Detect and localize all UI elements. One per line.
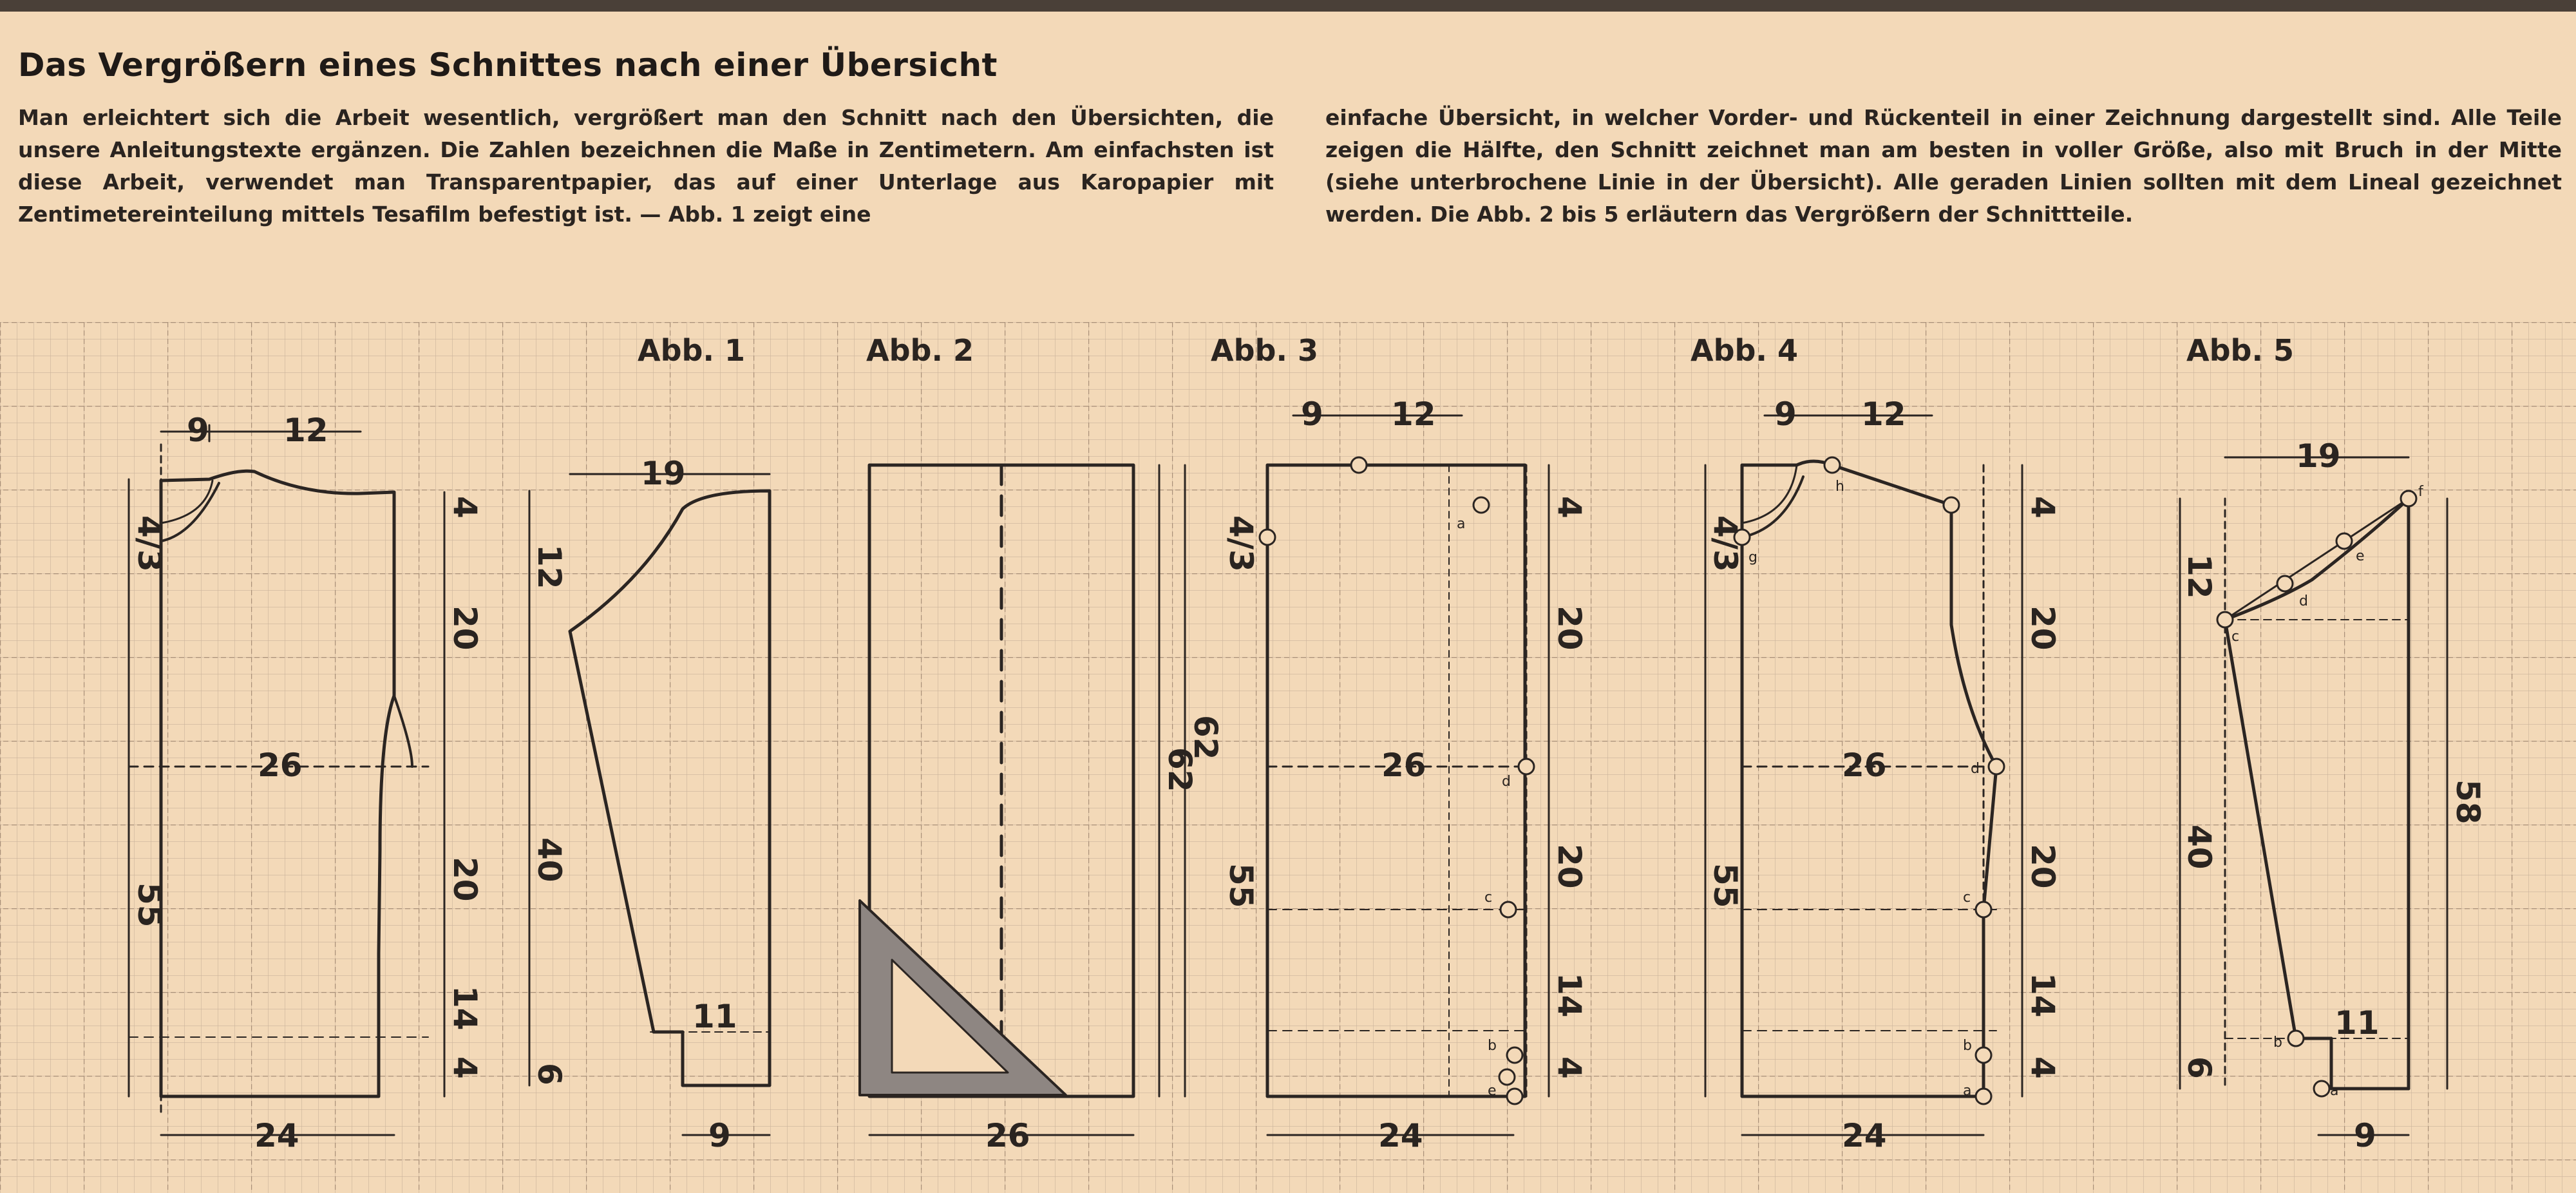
abb4-dim-neck: 4/3 [1707, 515, 1744, 572]
abb3-dim-24: 24 [1378, 1117, 1423, 1154]
abb4-point-c: c [1963, 890, 1971, 906]
abb4-point-h: h [1835, 479, 1844, 495]
abb1-dim-55: 55 [131, 883, 168, 928]
abb3-point-a: a [1457, 516, 1466, 532]
abb4-dim-20-bottom: 20 [2024, 844, 2061, 889]
abb4-point-a: a [1963, 1083, 1972, 1099]
abb1-sleeve-dim-9: 9 [708, 1117, 731, 1154]
abb3-dim-4-bottom: 4 [1551, 1056, 1588, 1079]
abb2-dim-26: 26 [985, 1117, 1030, 1154]
abb1-dim-neck: 4/3 [131, 515, 168, 572]
top-rule [0, 0, 2576, 12]
pattern-figure [0, 322, 2576, 1193]
abb1-label: Abb. 1 [638, 333, 745, 368]
abb3-dim-12: 12 [1391, 396, 1436, 433]
abb3-label: Abb. 3 [1211, 333, 1318, 368]
article-column-left: Man erleichtert sich die Arbeit wesentlich, vergrößert man den Schnitt nach den Übersichten, die unsere Anleitungstexte ergänzen. Die Zahlen bezeichnen die Maße in Zentimetern. Am einfachsten ist diese Arbeit, verwendet man Transparentpapier, das auf einer Unterlage aus Karopapier mit Zentimetereinteilung mittels Tesafilm befestigt ist. — Abb. 1 zeigt eine [18, 105, 1274, 227]
article-column-right: einfache Übersicht, in welcher Vorder- und Rückenteil in einer Zeichnung dargestellt sind. Alle Teile zeigen die Hälfte, den Schnitt zeichnet man am besten in voller Größe, also mit Bruch in der Mitte (siehe unterbrochene Linie in der Übersicht). Alle geraden Linien sollten mit dem Lineal gezeichnet werden. Die Abb. 2 bis 5 erläutern das Vergrößern der Schnittteile. [1325, 105, 2562, 227]
abb4-dim-12: 12 [1861, 396, 1906, 433]
abb4-point-g: g [1748, 549, 1757, 566]
abb1-dim-4-top: 4 [446, 496, 484, 519]
abb4-dim-20-top: 20 [2024, 606, 2061, 651]
abb1-dim-20-bottom: 20 [446, 857, 484, 902]
abb5-dim-11: 11 [2334, 1004, 2380, 1042]
abb3-dim-14: 14 [1551, 973, 1588, 1018]
abb5-point-a: a [2330, 1083, 2339, 1099]
abb3-dim-55: 55 [1222, 863, 1260, 908]
abb4-label: Abb. 4 [1690, 333, 1798, 368]
abb3-dim-20-top: 20 [1551, 606, 1588, 651]
abb5-point-e: e [2356, 548, 2365, 564]
abb5-dim-12: 12 [2181, 554, 2218, 599]
abb4-dim-14: 14 [2024, 973, 2061, 1018]
abb5-point-b: b [2273, 1035, 2282, 1051]
abb3-point-b: b [1488, 1038, 1497, 1054]
abb4-point-b: b [1963, 1038, 1972, 1054]
abb5-dim-6: 6 [2181, 1056, 2218, 1079]
abb3-dim-9: 9 [1301, 396, 1323, 433]
abb1-sleeve-dim-40: 40 [531, 837, 568, 883]
abb3-point-d: d [1502, 774, 1511, 790]
abb1-dim-20-top: 20 [446, 606, 484, 651]
abb5-point-c: c [2231, 629, 2240, 645]
abb3-dim-20-bottom: 20 [1551, 844, 1588, 889]
abb5-dim-40: 40 [2181, 825, 2218, 870]
abb4-dim-4-bottom: 4 [2024, 1056, 2061, 1079]
abb4-point-d: d [1971, 761, 1980, 777]
abb5-dim-19: 19 [2296, 437, 2341, 475]
abb1-dim-4-bottom: 4 [446, 1056, 484, 1079]
abb5-dim-9: 9 [2354, 1117, 2376, 1154]
abb1-dim-12: 12 [283, 412, 328, 449]
abb2-label: Abb. 2 [866, 333, 974, 368]
abb3-dim-62: 62 [1187, 715, 1224, 760]
abb1-dim-9: 9 [187, 412, 209, 449]
abb4-dim-26: 26 [1842, 747, 1887, 784]
abb4-dim-55: 55 [1707, 863, 1744, 908]
abb5-point-d: d [2299, 593, 2308, 609]
abb3-dim-4-top: 4 [1551, 496, 1588, 519]
abb1-dim-14: 14 [446, 986, 484, 1031]
pattern-diagram [0, 322, 2576, 1193]
abb1-sleeve-dim-19: 19 [641, 455, 686, 492]
abb3-dim-26: 26 [1381, 747, 1426, 784]
abb3-point-c: c [1484, 890, 1493, 906]
abb5-dim-58: 58 [2449, 779, 2486, 825]
abb1-sleeve-dim-11: 11 [692, 998, 737, 1035]
abb2-dim-62: 62 [1161, 747, 1198, 792]
abb3-dim-neck: 4/3 [1222, 515, 1260, 572]
abb4-dim-4-top: 4 [2024, 496, 2061, 519]
abb1-sleeve-dim-12: 12 [531, 544, 568, 589]
abb3-point-e: e [1488, 1083, 1497, 1099]
abb5-label: Abb. 5 [2186, 333, 2294, 368]
abb5-point-f: f [2418, 484, 2423, 500]
abb1-dim-24: 24 [254, 1117, 299, 1154]
abb4-dim-9: 9 [1774, 396, 1797, 433]
article-title: Das Vergrößern eines Schnittes nach einer Übersicht [18, 46, 998, 84]
abb1-dim-26: 26 [258, 747, 303, 784]
abb1-sleeve-dim-6: 6 [531, 1063, 568, 1085]
abb4-dim-24: 24 [1842, 1117, 1887, 1154]
